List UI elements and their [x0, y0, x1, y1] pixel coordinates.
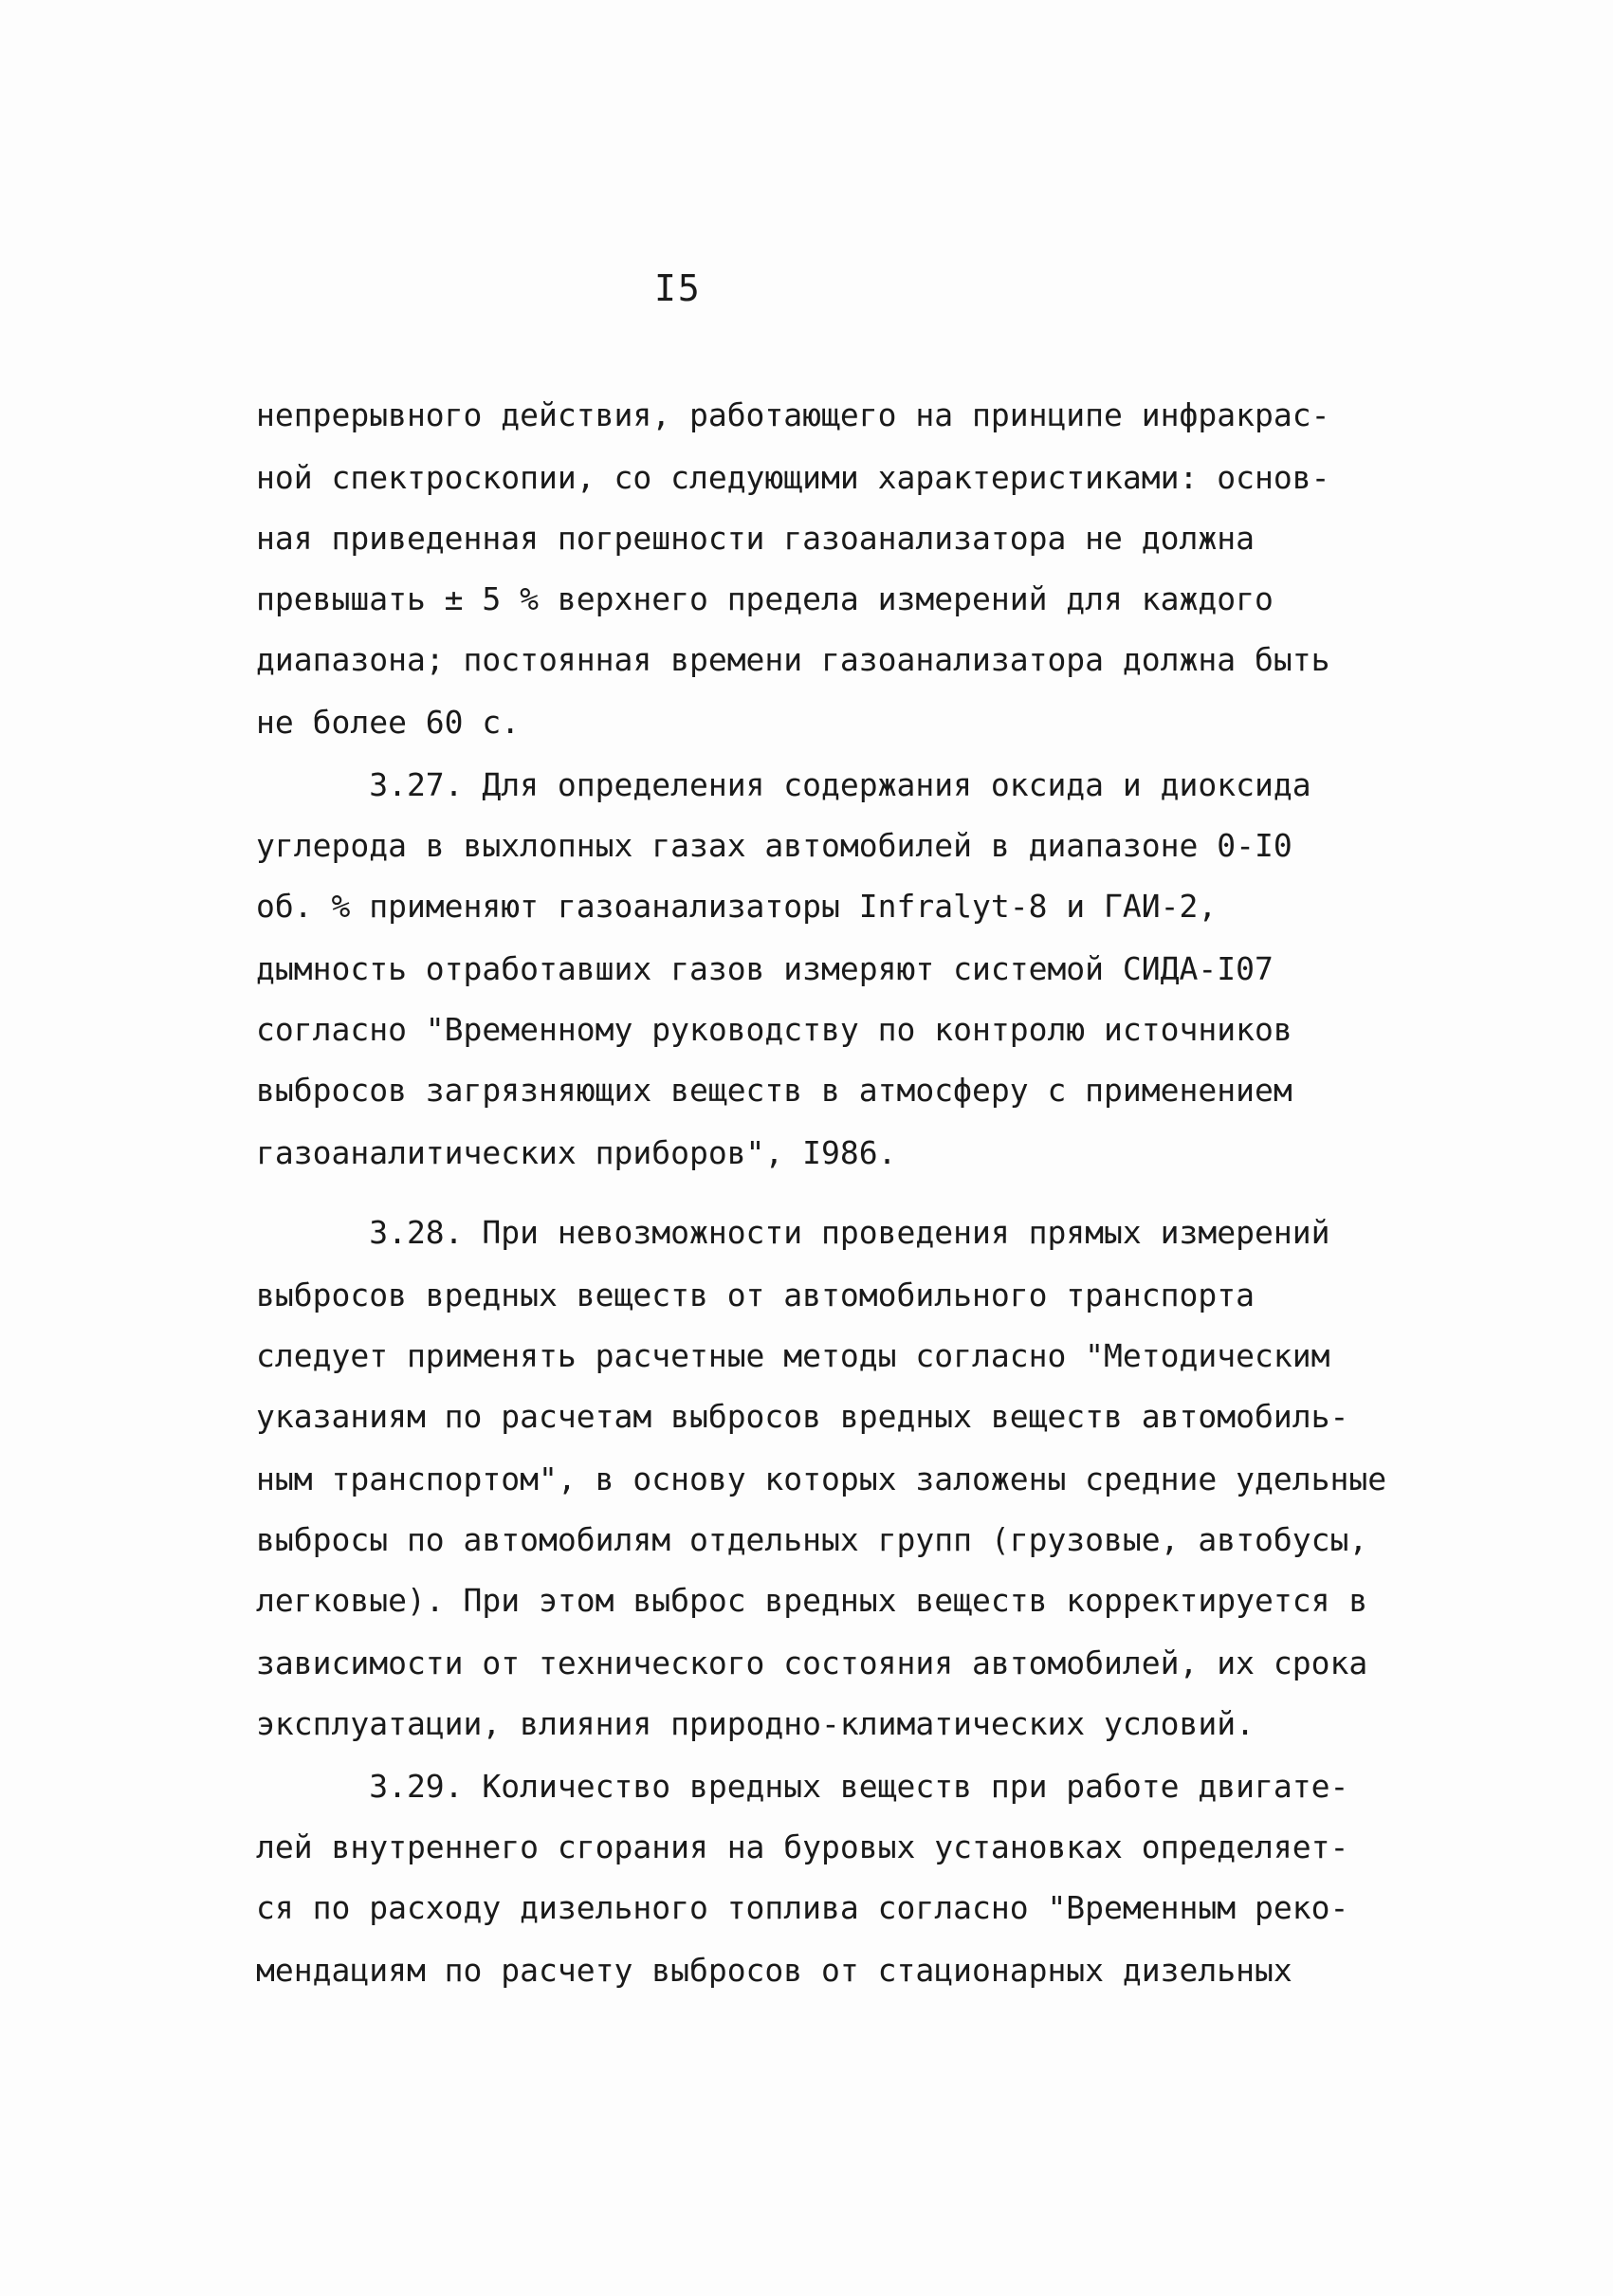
text-line: об. % применяют газоанализаторы Infralyt-8 и ГАИ-2,: [256, 888, 1218, 925]
text-line: дымность отработавших газов измеряют системой СИДА-I07: [256, 950, 1274, 987]
text-line: выбросов загрязняющих веществ в атмосферу с применением: [256, 1072, 1292, 1109]
text-line: 3.28. При невозможности проведения прямых измерений: [256, 1214, 1330, 1251]
text-line: 3.27. Для определения содержания оксида и диоксида: [256, 766, 1311, 803]
text-line: ным транспортом", в основу которых заложены средние удельные: [256, 1460, 1387, 1497]
text-line: углерода в выхлопных газах автомобилей в диапазоне 0-I0: [256, 827, 1292, 864]
text-line: диапазона; постоянная времени газоанализатора должна быть: [256, 641, 1330, 678]
text-line: указаниям по расчетам выбросов вредных веществ автомобиль-: [256, 1398, 1349, 1435]
text-line: мендациям по расчету выбросов от стационарных дизельных: [256, 1952, 1292, 1989]
text-line: согласно "Временному руководству по контролю источников: [256, 1011, 1292, 1048]
text-line: газоаналитических приборов", I986.: [256, 1134, 897, 1171]
text-line: лей внутреннего сгорания на буровых установках определяет-: [256, 1828, 1349, 1865]
text-line: следует применять расчетные методы согласно "Методическим: [256, 1337, 1330, 1374]
text-line: ной спектроскопии, со следующими характеристиками: основ-: [256, 459, 1330, 496]
text-line: не более 60 с.: [256, 704, 521, 741]
text-line: эксплуатации, влияния природно-климатических условий.: [256, 1705, 1255, 1742]
page-number: I5: [654, 267, 702, 309]
text-line: превышать ± 5 % верхнего предела измерений для каждого: [256, 580, 1274, 617]
text-line: выбросы по автомобилям отдельных групп (грузовые, автобусы,: [256, 1521, 1368, 1558]
text-line: непрерывного действия, работающего на принципе инфракрас-: [256, 396, 1330, 433]
text-line: ся по расходу дизельного топлива согласно "Временным реко-: [256, 1889, 1349, 1926]
text-line: выбросов вредных веществ от автомобильного транспорта: [256, 1277, 1255, 1313]
text-line: 3.29. Количество вредных веществ при работе двигате-: [256, 1768, 1349, 1805]
text-line: ная приведенная погрешности газоанализатора не должна: [256, 520, 1255, 557]
text-line: зависимости от технического состояния автомобилей, их срока: [256, 1644, 1368, 1681]
text-line: легковые). При этом выброс вредных веществ корректируется в: [256, 1582, 1368, 1619]
